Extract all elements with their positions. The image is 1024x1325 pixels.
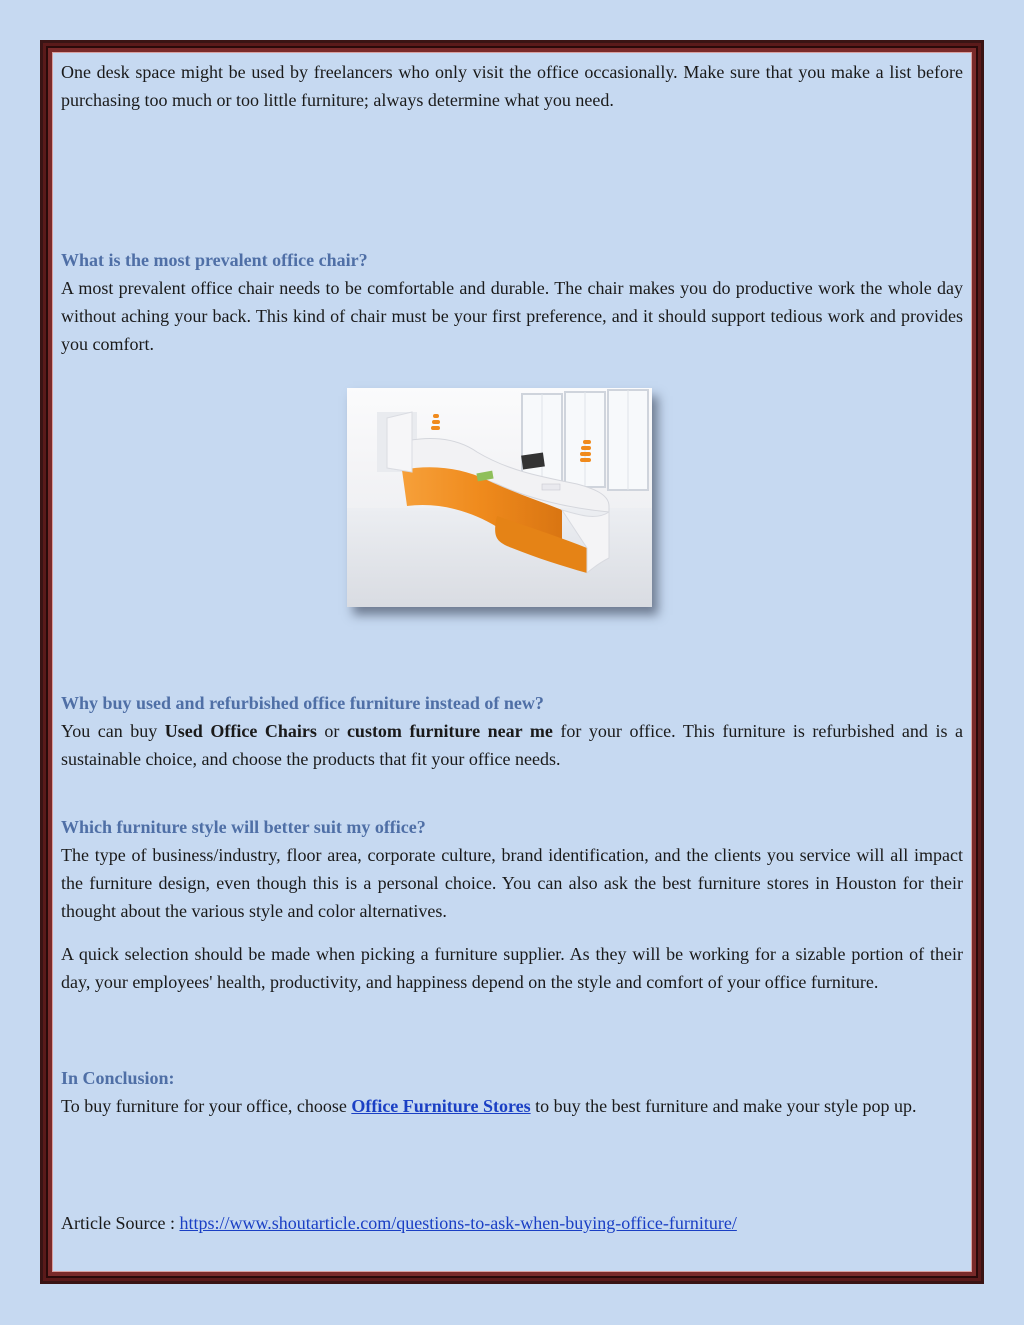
conclusion-text-end: to buy the best furniture and make your style pop up.: [530, 1096, 917, 1116]
article-source-link[interactable]: https://www.shoutarticle.com/questions-to-ask-when-buying-office-furniture/: [179, 1213, 737, 1233]
paragraph-furniture-style: The type of business/industry, floor area, corporate culture, brand identification, and the clients you service will all impact the furniture design, even though this is a personal choice. You can also ask the best furniture stores in Houston for their thought about the various style and color alternatives.: [61, 845, 963, 921]
office-furniture-stores-link[interactable]: Office Furniture Stores: [351, 1096, 531, 1116]
used-office-chairs-bold: Used Office Chairs: [164, 721, 317, 741]
used-text-end: for your office. This furniture is refurbished and is a sustainable choice, and choose the products that fit your office needs.: [61, 721, 963, 769]
intro-paragraph: One desk space might be used by freelancers who only visit the office occasionally. Make sure that you make a list before purchasing too much or too little furniture; always determine what you need.: [61, 62, 963, 110]
article-source-label: Article Source :: [61, 1213, 180, 1233]
reception-desk-illustration: [347, 388, 652, 607]
paragraph-furniture-supplier: A quick selection should be made when picking a furniture supplier. As they will be working for a sizable portion of their day, your employees' health, productivity, and happiness depend on the style and comfort of your office furniture.: [61, 944, 963, 992]
custom-furniture-bold: custom furniture near me: [346, 721, 553, 741]
heading-used-refurbished: Why buy used and refurbished office furniture instead of new?: [61, 693, 544, 713]
heading-conclusion: In Conclusion:: [61, 1068, 175, 1088]
paragraph-conclusion: [61, 1092, 963, 1120]
article-source: [61, 1209, 963, 1237]
paragraph-office-chair: A most prevalent office chair needs to be comfortable and durable. The chair makes you do productive work the whole day without aching your back. This kind of chair must be your first preference, and it should support tedious work and provides you comfort.: [61, 278, 963, 354]
paragraph-used-refurbished: [61, 717, 963, 773]
reception-desk-image: [347, 388, 652, 607]
conclusion-text-start: To buy furniture for your office, choose: [61, 1096, 352, 1116]
heading-furniture-style: Which furniture style will better suit my office?: [61, 817, 426, 837]
used-text-mid: or: [316, 721, 347, 741]
used-text-start: You can buy: [61, 721, 165, 741]
heading-office-chair: What is the most prevalent office chair?: [61, 250, 368, 270]
